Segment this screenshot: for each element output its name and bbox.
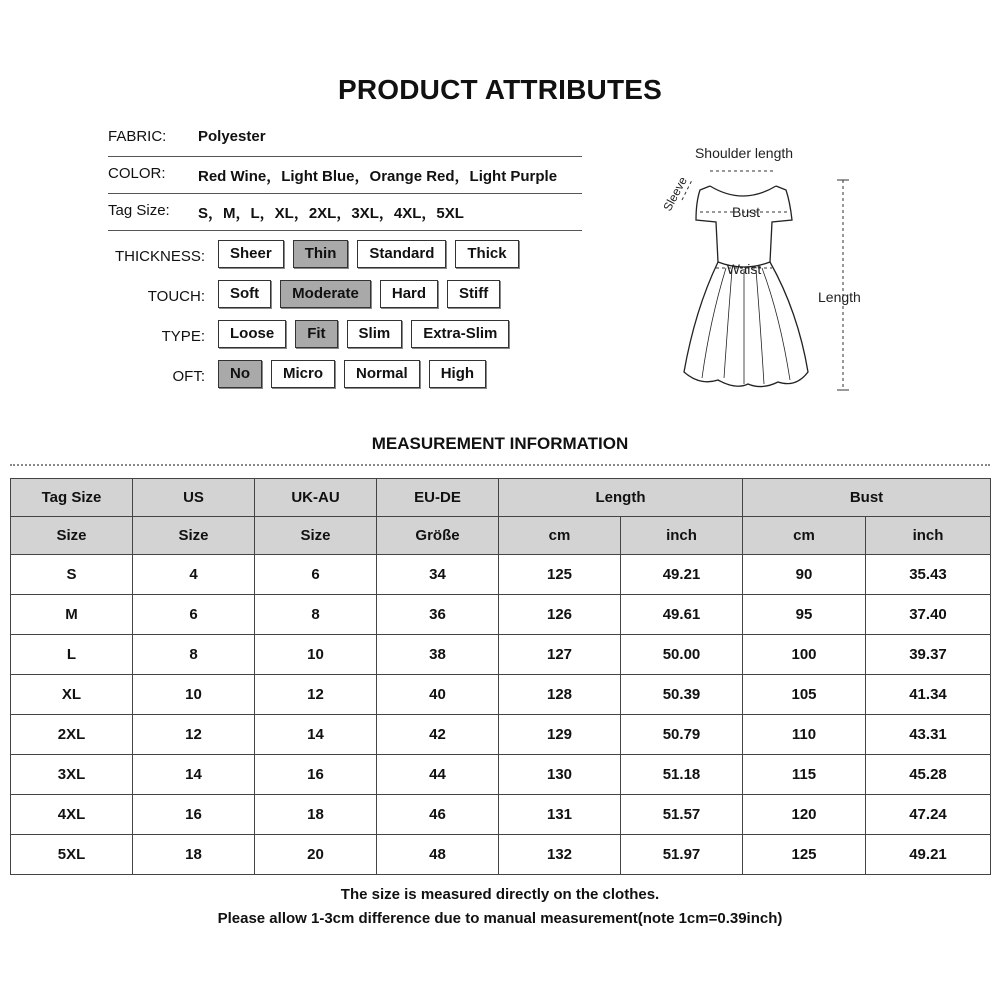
table-cell: 10 [133,675,255,715]
table-cell: 51.18 [621,755,743,795]
dress-right-bodice [770,186,792,262]
table-cell: 44 [377,755,499,795]
header-cell: Bust [743,479,991,517]
dotted-divider [10,464,990,466]
dress-skirt-folds [702,268,790,384]
table-cell: 46 [377,795,499,835]
table-cell: 100 [743,635,866,675]
table-cell: 127 [499,635,621,675]
color-label: COLOR: [108,165,166,182]
table-cell: 4XL [11,795,133,835]
table-cell: 131 [499,795,621,835]
table-cell: 4 [133,555,255,595]
table-row [11,715,991,755]
subheader-cell: inch [866,517,991,555]
table-cell: 6 [133,595,255,635]
header-cell: UK-AU [255,479,377,517]
dress-left-bodice [696,186,718,262]
table-cell: 105 [743,675,866,715]
table-cell: 8 [133,635,255,675]
table-cell: 49.61 [621,595,743,635]
table-cell: 20 [255,835,377,875]
table-cell: 126 [499,595,621,635]
size-table [10,478,991,875]
table-cell: 47.24 [866,795,991,835]
table-cell: 34 [377,555,499,595]
table-cell: 35.43 [866,555,991,595]
thickness-options [218,240,519,268]
tag-size-value: S，M，L，XL，2XL，3XL，4XL，5XL [198,205,464,222]
type-label: TYPE: [161,328,205,345]
table-cell: 12 [255,675,377,715]
table-row [11,755,991,795]
touch-option: Soft [218,280,271,308]
table-cell: 5XL [11,835,133,875]
table-cell: 8 [255,595,377,635]
table-cell: 39.37 [866,635,991,675]
table-cell: 49.21 [866,835,991,875]
table-cell: 16 [255,755,377,795]
table-cell: 16 [133,795,255,835]
table-cell: 37.40 [866,595,991,635]
sleeve-label: Sleeve [660,174,690,214]
table-cell: XL [11,675,133,715]
table-cell: 125 [743,835,866,875]
table-row [11,635,991,675]
bust-label: Bust [731,204,761,220]
header-cell: Tag Size [11,479,133,517]
touch-label: TOUCH: [147,288,205,305]
table-cell: L [11,635,133,675]
table-cell: 18 [255,795,377,835]
subheader-cell: Size [133,517,255,555]
table-cell: 129 [499,715,621,755]
table-cell: 125 [499,555,621,595]
table-row [11,555,991,595]
tag-size-label: Tag Size: [108,202,170,219]
table-cell: 43.31 [866,715,991,755]
oft-option: High [429,360,486,388]
table-cell: 50.79 [621,715,743,755]
table-header-row [11,479,991,517]
table-cell: 48 [377,835,499,875]
table-cell: 36 [377,595,499,635]
dress-skirt [684,262,808,387]
table-cell: 90 [743,555,866,595]
table-cell: 38 [377,635,499,675]
type-option: Loose [218,320,286,348]
table-subheader-row [11,517,991,555]
table-cell: 14 [133,755,255,795]
table-row [11,835,991,875]
table-cell: 95 [743,595,866,635]
type-options [218,320,509,348]
subheader-cell: cm [499,517,621,555]
table-row [11,595,991,635]
thickness-row [0,240,640,270]
type-row [0,320,640,350]
color-value: Red Wine，Light Blue，Orange Red，Light Purple [198,168,558,185]
fabric-label: FABRIC: [108,128,167,145]
thickness-option: Thin [293,240,349,268]
table-cell: 132 [499,835,621,875]
table-cell: M [11,595,133,635]
touch-option: Moderate [280,280,371,308]
table-cell: 42 [377,715,499,755]
dress-neckline [710,186,776,196]
fabric-row [108,118,582,157]
table-cell: 49.21 [621,555,743,595]
measurement-title: MEASUREMENT INFORMATION [371,434,629,453]
subheader-cell: Größe [377,517,499,555]
oft-option: No [218,360,262,388]
oft-label: OFT: [172,368,205,385]
table-cell: 18 [133,835,255,875]
table-cell: 50.00 [621,635,743,675]
oft-option: Normal [344,360,420,388]
thickness-option: Thick [455,240,518,268]
subheader-cell: Size [11,517,133,555]
note-difference: Please allow 1-3cm difference due to manual measurement(note 1cm=0.39inch) [217,910,783,927]
tag-size-row [108,192,582,231]
note-measured: The size is measured directly on the clothes. [340,886,660,903]
header-cell: EU-DE [377,479,499,517]
header-cell: US [133,479,255,517]
table-cell: 41.34 [866,675,991,715]
touch-option: Hard [380,280,438,308]
table-row [11,675,991,715]
page-title: PRODUCT ATTRIBUTES [337,74,663,105]
table-cell: 45.28 [866,755,991,795]
oft-row [0,360,640,390]
type-option: Fit [295,320,337,348]
subheader-cell: cm [743,517,866,555]
table-cell: 2XL [11,715,133,755]
thickness-option: Sheer [218,240,284,268]
dress-diagram [640,140,880,402]
oft-option: Micro [271,360,335,388]
thickness-option: Standard [357,240,446,268]
touch-options [218,280,500,308]
table-cell: 12 [133,715,255,755]
touch-row [0,280,640,310]
table-row [11,795,991,835]
subheader-cell: inch [621,517,743,555]
table-cell: 6 [255,555,377,595]
table-cell: 51.57 [621,795,743,835]
fabric-value: Polyester [198,128,266,145]
table-cell: 40 [377,675,499,715]
table-cell: S [11,555,133,595]
table-cell: 50.39 [621,675,743,715]
touch-option: Stiff [447,280,500,308]
table-cell: 128 [499,675,621,715]
header-cell: Length [499,479,743,517]
table-cell: 3XL [11,755,133,795]
oft-options [218,360,486,388]
color-row [108,155,582,194]
table-cell: 10 [255,635,377,675]
table-cell: 110 [743,715,866,755]
table-cell: 115 [743,755,866,795]
length-label: Length [818,289,861,305]
type-option: Extra-Slim [411,320,509,348]
waist-label: Waist [726,261,762,277]
subheader-cell: Size [255,517,377,555]
table-cell: 130 [499,755,621,795]
type-option: Slim [347,320,403,348]
shoulder-length-label: Shoulder length [694,145,794,161]
table-cell: 120 [743,795,866,835]
table-cell: 14 [255,715,377,755]
thickness-label: THICKNESS: [114,248,205,265]
table-cell: 51.97 [621,835,743,875]
